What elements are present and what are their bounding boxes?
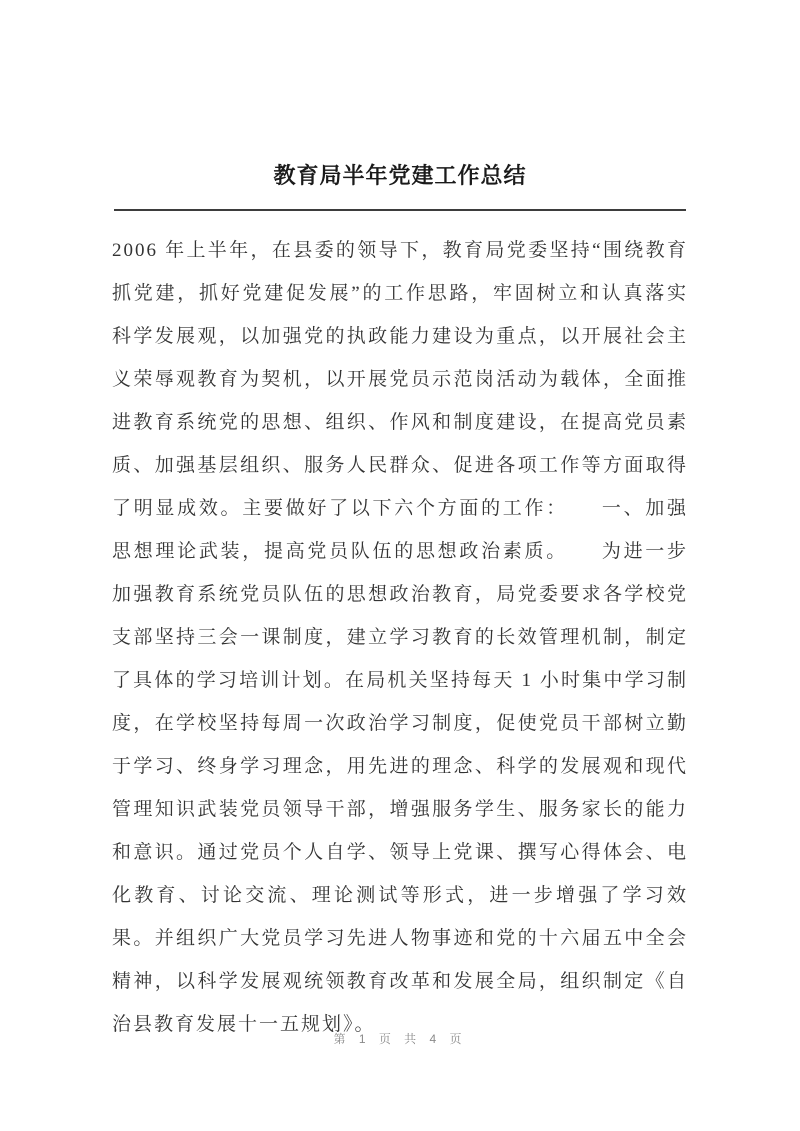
page-number-label: 第 1 页 共 4 页 bbox=[333, 1032, 467, 1046]
document-title: 教育局半年党建工作总结 bbox=[273, 163, 527, 188]
document-body-paragraph: 2006 年上半年，在县委的领导下，教育局党委坚持“围绕教育抓党建，抓好党建促发展”的工作思路，牢固树立和认真落实科学发展观，以加强党的执政能力建设为重点，以开展社会主义荣辱观教育为契机，以开展党员示范岗活动为载体，全面推进教育系统党的思想、组织、作风和制度建设，在提高党员素质、加强基层组织、服务人民群众、促进各项工作等方面取得了明显成效。主要做好了以下六个方面的工作： 一、加强思想理论武装，提高党员队伍的思想政治素质。 为进一步加强教育系统党员队伍的思想政治教育，局党委要求各学校党支部坚持三会一课制度，建立学习教育的长效管理机制，制定了具体的学习培训计划。在局机关坚持每天 1 小时集中学习制度，在学校坚持每周一次政治学习制度，促使党员干部树立勤于学习、终身学习理念，用先进的理念、科学的发展观和现代管理知识武装党员领导干部，增强服务学生、服务家长的能力和意识。通过党员个人自学、领导上党课、撰写心得体会、电化教育、讨论交流、理论测试等形式，进一步增强了学习效果。并组织广大党员学习先进人物事迹和党的十六届五中全会精神，以科学发展观统领教育改革和发展全局，组织制定《自治县教育发展十一五规划》。 bbox=[112, 239, 688, 1035]
page-footer bbox=[0, 1030, 800, 1047]
title-divider bbox=[114, 209, 686, 211]
